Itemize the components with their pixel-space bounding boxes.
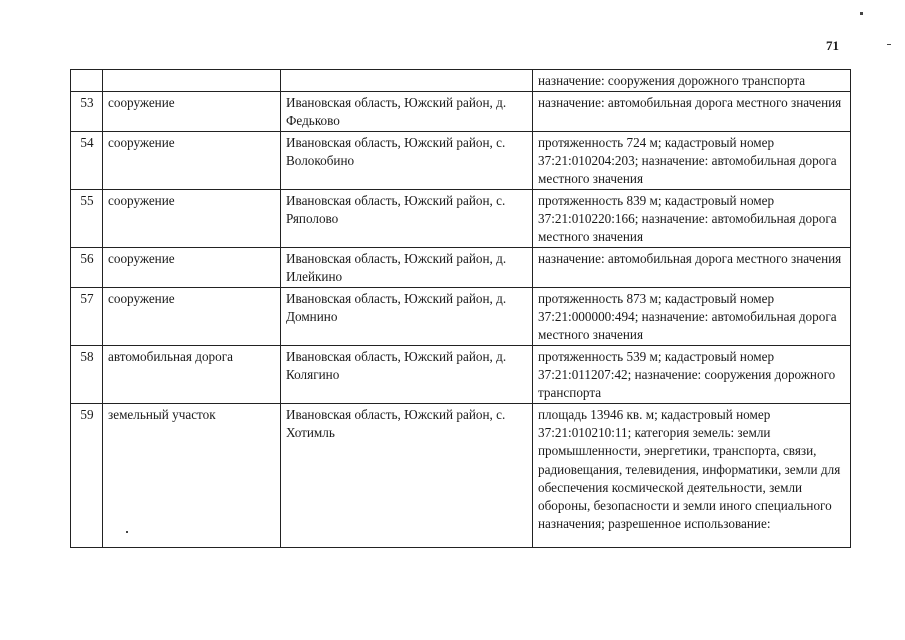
table-row bbox=[71, 248, 851, 288]
row-number-cell: 53 bbox=[71, 92, 103, 132]
description-cell: назначение: автомобильная дорога местного значения bbox=[533, 248, 851, 288]
scan-mark bbox=[860, 12, 863, 15]
object-type-cell: земельный участок bbox=[103, 404, 281, 548]
page-number: 71 bbox=[826, 38, 839, 53]
row-number-cell: 58 bbox=[71, 346, 103, 404]
object-type-cell: автомобильная дорога bbox=[103, 346, 281, 404]
address-cell: Ивановская область, Южский район, с. Ряполово bbox=[281, 190, 533, 248]
description-cell: протяженность 539 м; кадастровый номер 37:21:011207:42; назначение: сооружения дорожного транспорта bbox=[533, 346, 851, 404]
description-cell: протяженность 873 м; кадастровый номер 37:21:000000:494; назначение: автомобильная дорога местного значения bbox=[533, 288, 851, 346]
table-row bbox=[71, 346, 851, 404]
address-cell: Ивановская область, Южский район, с. Хотимль bbox=[281, 404, 533, 548]
object-type-cell: сооружение bbox=[103, 92, 281, 132]
object-type-cell: сооружение bbox=[103, 288, 281, 346]
address-cell: Ивановская область, Южский район, с. Волокобино bbox=[281, 132, 533, 190]
address-cell: Ивановская область, Южский район, д. Федьково bbox=[281, 92, 533, 132]
address-cell: Ивановская область, Южский район, д. Колягино bbox=[281, 346, 533, 404]
address-cell: Ивановская область, Южский район, д. Илейкино bbox=[281, 248, 533, 288]
description-cell: назначение: автомобильная дорога местного значения bbox=[533, 92, 851, 132]
row-number-cell bbox=[71, 70, 103, 92]
description-cell: протяженность 839 м; кадастровый номер 37:21:010220:166; назначение: автомобильная дорога местного значения bbox=[533, 190, 851, 248]
description-cell: протяженность 724 м; кадастровый номер 37:21:010204:203; назначение: автомобильная дорога местного значения bbox=[533, 132, 851, 190]
object-type-cell: сооружение bbox=[103, 190, 281, 248]
object-type-cell: сооружение bbox=[103, 248, 281, 288]
table-row bbox=[71, 404, 851, 548]
row-number-cell: 57 bbox=[71, 288, 103, 346]
row-number-cell: 56 bbox=[71, 248, 103, 288]
table-row bbox=[71, 132, 851, 190]
description-cell: назначение: сооружения дорожного транспорта bbox=[533, 70, 851, 92]
object-type-cell: сооружение bbox=[103, 132, 281, 190]
table-row bbox=[71, 190, 851, 248]
row-number-cell: 54 bbox=[71, 132, 103, 190]
address-cell bbox=[281, 70, 533, 92]
row-number-cell: 59 bbox=[71, 404, 103, 548]
object-type-cell bbox=[103, 70, 281, 92]
address-cell: Ивановская область, Южский район, д. Домнино bbox=[281, 288, 533, 346]
table-row bbox=[71, 70, 851, 92]
property-registry-table bbox=[70, 69, 851, 548]
description-cell: площадь 13946 кв. м; кадастровый номер 37:21:010210:11; категория земель: земли промышленности, энергетики, транспорта, связи, радиовещания, телевидения, информатики, земли для обеспечения космической деятельности, земли обороны, безопасности и земли иного специального назначения; разрешенное использование: bbox=[533, 404, 851, 548]
scan-mark bbox=[887, 44, 891, 45]
table-row bbox=[71, 92, 851, 132]
row-number-cell: 55 bbox=[71, 190, 103, 248]
table-row bbox=[71, 288, 851, 346]
